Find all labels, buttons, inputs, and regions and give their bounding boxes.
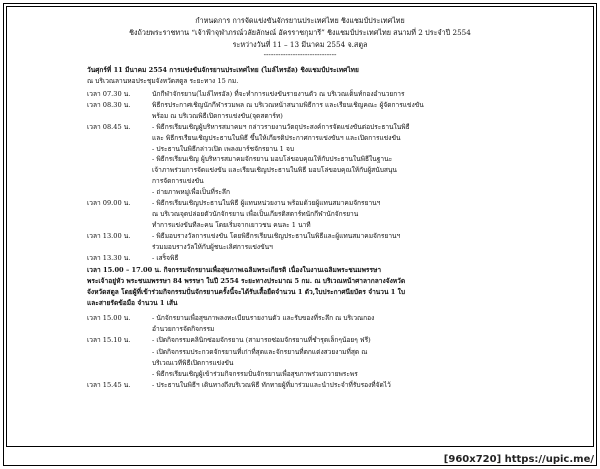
doc-separator: ------------------------------: [263, 50, 337, 59]
row-text: - พิธีกรเรียนเชิญประธานในพิธี ผู้แทนหน่วยงาน พร้อมด้วยผู้แทนสมาคมจักรยานฯ: [152, 199, 381, 207]
document-page: [6, 6, 594, 447]
row-text: และ พิธีกรเรียนเชิญประธานในพิธี ขึ้นให้เกียรติประกาศการแข่งขันฯ และเปิดการแข่งขัน: [152, 133, 401, 142]
doc-date-range: ระหว่างวันที่ 11 – 13 มีนาคม 2554 จ.สตูล: [232, 40, 368, 49]
row-time: เวลา 08.45 น.: [87, 122, 131, 131]
row-text: - เสร็จพิธี: [152, 253, 179, 262]
row-text: - ประธานในพิธีกล่าวเปิด เพลงมาร์ชจักรยาน 1 จบ: [152, 144, 295, 153]
doc-title: กำหนดการ การจัดแข่งขันจักรยานประเทศไทย ชิงแชมป์ประเทศไทย: [195, 16, 405, 25]
row-text: พร้อม ณ บริเวณพิธีเปิดการแข่งขัน(จุดสตาร์ท): [152, 111, 283, 120]
row-text: - พิธีกรเรียนเชิญผู้เข้าร่วมกิจกรรมปั่นจักรยานเพื่อสุขภาพร่วมถวายพระพร: [152, 370, 358, 378]
intro-line-1: วันศุกร์ที่ 11 มีนาคม 2554 การแข่งขันจักรยานประเทศไทย (ไมล์ไทรอัล) ชิงแชมป์ประเทศไทย: [87, 66, 359, 74]
row-text: - นักจักรยานเพื่อสุขภาพลงทะเบียนรายงานตัว และรับของที่ระลึก ณ บริเวณกอง: [152, 314, 375, 322]
row-text: - พิธีมอบรางวัลการแข่งขัน โดยพิธีกรเรียนเชิญประธานในพิธีและผู้แทนสมาคมจักรยานฯ: [152, 231, 401, 240]
row-text: - ถ่ายภาพหมู่เพื่อเป็นที่ระลึก: [152, 188, 230, 197]
row-time: เวลา 13.00 น.: [87, 231, 131, 240]
row-text: - พิธีกรเรียนเชิญ ผู้บริหารสมาคมจักรยาน มอบโล่ขอบคุณให้กับประธานในพิธีในฐานะ: [152, 155, 393, 164]
bold-line-3: จังหวัดสตูล โดยผู้ที่เข้าร่วมกิจกรรมปั่นจักรยานครั้งนี้จะได้รับเสื้อยืดจำนวน 1 ตัว,ใบประกาศนียบัตร จำนวน 1 ใบ: [87, 288, 406, 296]
bold-line-1: เวลา 15.00 – 17.00 น. กิจกรรมจักรยานเพื่อสุขภาพเฉลิมพระเกียรติ เนื่องในงานเฉลิมพระชนมพรรษา: [87, 266, 382, 274]
bold-line-2: พระเจ้าอยู่หัว พระชนมพรรษา 84 พรรษา ในปี 2554 ระยะทางประมาณ 5 กม. ณ บริเวณหน้าศาลากลางจังหวัด: [87, 277, 406, 285]
image-host-watermark: [960x720] https://upic.me/: [443, 454, 594, 465]
row-text: เจ้าภาพร่วมการจัดแข่งขัน และเรียนเชิญประธานในพิธี มอบโล่ขอบคุณให้กับผู้สนับสนุน: [152, 166, 397, 175]
row-text: ทำการแข่งขันทีละคน โดยเริ่มจากเยาวชน คนละ 1 นาที: [152, 220, 311, 229]
row-text: ร่วมมอบรางวัลให้กับผู้ชนะเลิศการแข่งขันฯ: [152, 242, 273, 251]
row-time: เวลา 08.30 น.: [87, 100, 131, 109]
row-time: เวลา 15.10 น.: [87, 336, 131, 345]
doc-subtitle: ชิงถ้วยพระราชทาน “เจ้าฟ้าจุฬาภรณ์วลัยลักษณ์ อัครราชกุมารี” ชิงแชมป์ประเทศไทย สนามที่ 2 ประจำปี 2554: [129, 28, 471, 37]
row-text: นักกีฬาจักรยาน(ไมล์ไทรอัล) ที่จะทำการแข่งขันรายงานตัว ณ บริเวณเต็นท์กองอำนวยการ: [152, 90, 405, 98]
row-time: เวลา 13.30 น.: [87, 253, 131, 262]
row-time: เวลา 07.30 น.: [87, 90, 131, 98]
bold-line-4: และสายรัดข้อมือ จำนวน 1 เส้น: [87, 299, 178, 307]
row-time: เวลา 09.00 น.: [87, 199, 131, 207]
row-time: เวลา 15.00 น.: [87, 314, 131, 322]
row-text: - เปิดกิจกรรมคลินิกซ่อมจักรยาน (สามารถซ่อมจักรยานที่ชำรุดเล็กๆน้อยๆ ฟรี): [152, 336, 371, 345]
row-text: - ประธานในพิธีฯ เดินทางถึงบริเวณพิธี ทักทายผู้ที่มาร่วมและนำประจำที่รับรองที่จัดไว้: [152, 381, 391, 390]
row-text: พิธีกรประกาศเชิญนักกีฬารวมพล ณ บริเวณหน้าสนามพิธีการ และเรียนเชิญคณะ ผู้จัดการแข่งขัน: [152, 100, 424, 109]
row-text: - พิธีกรเรียนเชิญผู้บริหารสมาคมฯ กล่าวรายงานวัตถุประสงค์การจัดแข่งขันต่อประธานในพิธี: [152, 122, 410, 131]
row-text: บริเวณเวทีพิธีเปิดการแข่งขัน: [152, 358, 234, 367]
row-text: อำนวยการจัดกิจกรรม: [152, 325, 215, 334]
row-text: ณ บริเวณจุดปล่อยตัวนักจักรยาน เพื่อเป็นเกียรติสตาร์ทนักกีฬานักจักรยาน: [152, 209, 359, 218]
row-text: การจัดการแข่งขัน: [152, 177, 204, 186]
row-text: - เปิดกิจกรรมประกวดจักรยานที่เก่าที่สุดและจักรยานที่ตกแต่งสวยงามที่สุด ณ: [152, 347, 368, 356]
row-time: เวลา 15.45 น.: [87, 381, 131, 390]
intro-line-2: ณ บริเวณลานหอประชุมจังหวัดสตูล ระยะทาง 15 กม.: [87, 77, 239, 85]
